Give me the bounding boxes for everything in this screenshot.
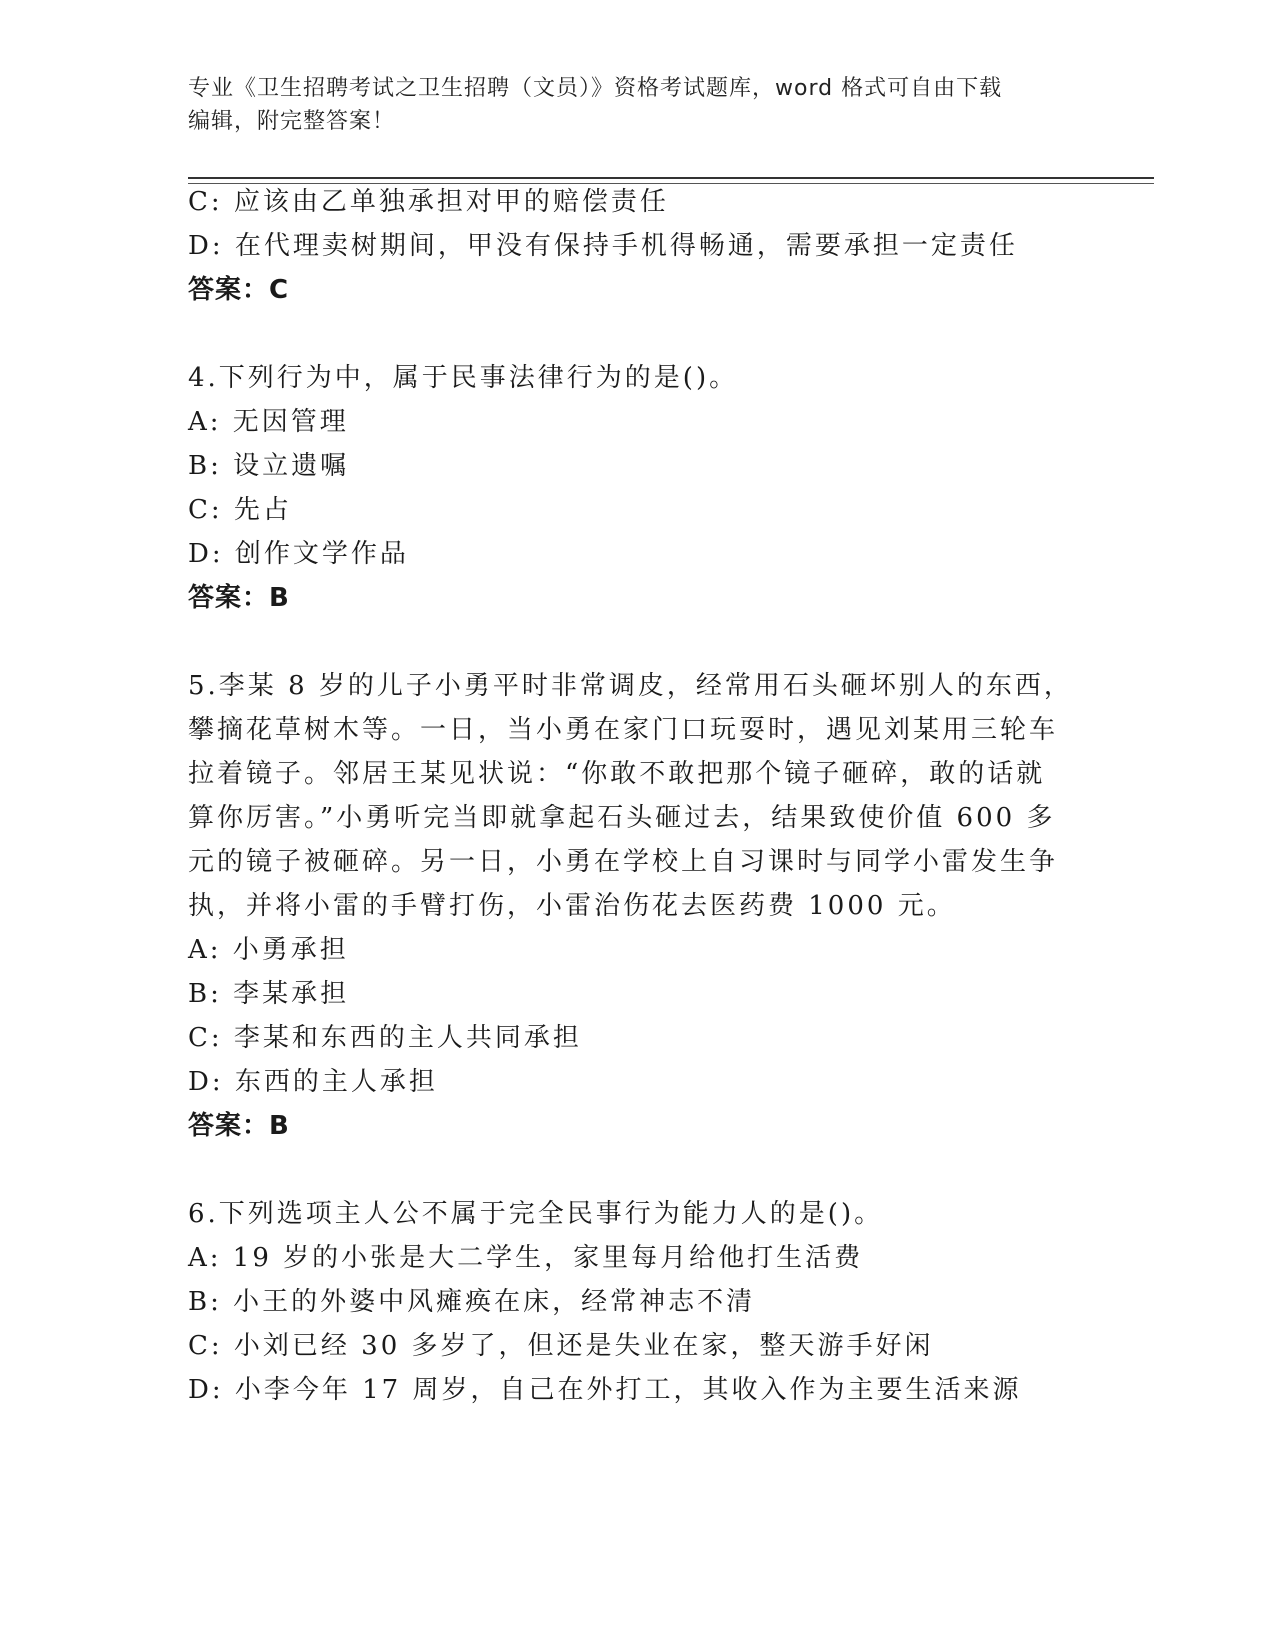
q4-option-c: C: 先占 (188, 495, 292, 525)
header-divider-thick (188, 177, 1154, 179)
q6-option-c: C: 小刘已经 30 多岁了，但还是失业在家，整天游手好闲 (188, 1331, 934, 1361)
q5-answer: 答案：B (188, 1111, 290, 1141)
q5-option-a: A: 小勇承担 (188, 935, 349, 965)
q5-option-b: B: 李某承担 (188, 979, 350, 1009)
q4-answer: 答案：B (188, 583, 290, 613)
q4-option-a: A: 无因管理 (188, 407, 349, 437)
q3-answer: 答案：C (188, 275, 290, 305)
q3-option-d: D: 在代理卖树期间，甲没有保持手机得畅通，需要承担一定责任 (188, 231, 1018, 261)
q5-question-line: 5.李某 8 岁的儿子小勇平时非常调皮，经常用石头砸坏别人的东西， (188, 671, 1073, 701)
q5-question-line: 执，并将小雷的手臂打伤，小雷治伤花去医药费 1000 元。 (188, 891, 956, 921)
q3-option-c: C: 应该由乙单独承担对甲的赔偿责任 (188, 187, 669, 217)
q5-question-line: 元的镜子被砸碎。另一日，小勇在学校上自习课时与同学小雷发生争 (188, 847, 1059, 877)
q5-question-line: 攀摘花草树木等。一日，当小勇在家门口玩耍时，遇见刘某用三轮车 (188, 715, 1059, 745)
q6-option-d: D: 小李今年 17 周岁，自己在外打工，其收入作为主要生活来源 (188, 1375, 1022, 1405)
q5-option-d: D: 东西的主人承担 (188, 1067, 438, 1097)
q4-option-d: D: 创作文学作品 (188, 539, 409, 569)
header-divider-thin (188, 183, 1154, 184)
header-text (188, 72, 1088, 138)
header-line-2: 编辑，附完整答案！ (188, 109, 396, 134)
q5-question-line: 算你厉害。”小勇听完当即就拿起石头砸过去，结果致使价值 600 多 (188, 803, 1056, 833)
q4-option-b: B: 设立遗嘱 (188, 451, 350, 481)
q5-question-line: 拉着镜子。邻居王某见状说：“你敢不敢把那个镜子砸碎，敢的话就 (188, 759, 1046, 789)
q6-option-a: A: 19 岁的小张是大二学生，家里每月给他打生活费 (188, 1243, 864, 1273)
q6-option-b: B: 小王的外婆中风瘫痪在床，经常神志不清 (188, 1287, 756, 1317)
header-line-1: 专业《卫生招聘考试之卫生招聘（文员）》资格考试题库，word 格式可自由下载 (188, 76, 1003, 101)
q4-question: 4.下列行为中，属于民事法律行为的是()。 (188, 363, 739, 393)
q5-option-c: C: 李某和东西的主人共同承担 (188, 1023, 582, 1053)
q6-question: 6.下列选项主人公不属于完全民事行为能力人的是()。 (188, 1199, 884, 1229)
